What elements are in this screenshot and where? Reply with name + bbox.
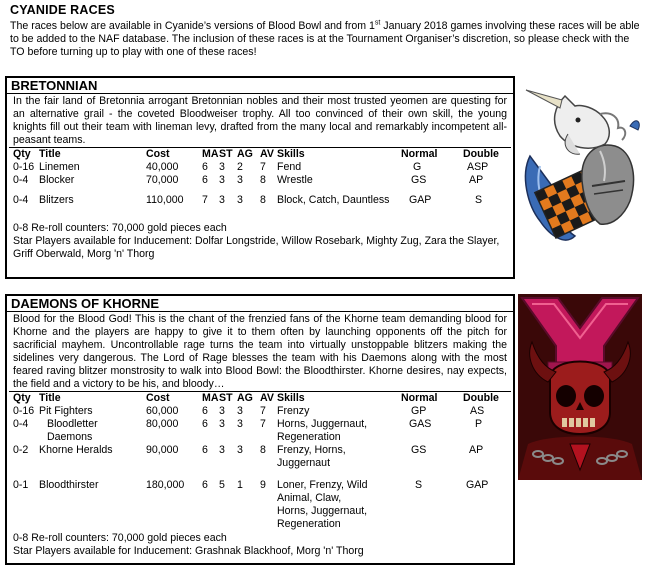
skills-cell: Frenzy [277,405,310,417]
av-cell: 8 [260,444,266,456]
ag-cell: 3 [237,405,243,417]
ag-cell: 3 [237,418,243,430]
normal-cell: G [413,161,422,173]
double-cell: AP [469,444,484,456]
bretonnian-section [5,76,515,279]
title-cell: Pit Fighters [39,405,93,417]
ag-cell: 3 [237,194,243,206]
col-skills: Skills [277,392,305,404]
khorne-description: Blood for the Blood God! This is the chant of the frenzied fans of the Khorne team demanding blood for Khorne and the players are happy to give it to them often by launching opponents off the pitch for sacrificial mayhem. Uncontrollable rage turns the team into virtually unstoppable blitzers making the sidelines very dangerous. The Lord of Rage blesses the team with his Daemons along with the most feared raving blitzer monstrosity to walk into Blood Bowl: the Bloodthirster. Khorne desires, nay expects, the field and a victory to be his, and bloody… [13,313,507,390]
table-row [13,174,508,187]
bretonnian-unicorn-icon [520,86,644,254]
ma-cell: 6 [202,479,208,491]
st-cell: 3 [219,444,225,456]
av-cell: 7 [260,161,266,173]
double-cell: GAP [466,479,489,491]
st-cell: 3 [219,174,225,186]
intro-text: The races below are available in Cyanide’s versions of Blood Bowl and from 1st January 2018 games involving these races will be able to be added to the NAF database. The inclusion of these races is at the Tournament Organiser’s discretion, so please check with the TO before turning up to play with one of these races! [10,19,640,58]
col-st: ST [219,148,233,160]
bretonnian-rerolls: 0-8 Re-roll counters: 70,000 gold pieces each [13,222,227,234]
av-cell: 7 [260,405,266,417]
ma-cell: 6 [202,161,208,173]
skills-cell: Frenzy, Horns, Juggernaut [277,444,346,469]
col-ag: AG [237,392,253,404]
bretonnian-roster-table [13,148,508,214]
col-cost: Cost [146,392,170,404]
title-cell: Bloodthirster [39,479,99,491]
skills-cell: Fend [277,161,302,173]
title-cell: Linemen [39,161,80,173]
cost-cell: 40,000 [146,161,179,173]
table-header-row [13,392,508,405]
col-ma: MA [202,392,219,404]
double-cell: ASP [467,161,489,173]
col-cost: Cost [146,148,170,160]
cost-cell: 80,000 [146,418,179,430]
ma-cell: 6 [202,174,208,186]
normal-cell: GP [411,405,427,417]
ag-cell: 3 [237,174,243,186]
khorne-star-players: Star Players available for Inducement: Grashnak Blackhoof, Morg 'n' Thorg [13,545,364,557]
skills-cell: Horns, Juggernaut, Regeneration [277,418,368,443]
col-qty: Qty [13,392,31,404]
col-normal: Normal [401,148,438,160]
khorne-roster-table [13,392,508,531]
col-double: Double [463,392,499,404]
col-st: ST [219,392,233,404]
qty-cell: 0-4 [13,174,29,186]
khorne-heading: DAEMONS OF KHORNE [7,296,513,312]
skills-cell: Block, Catch, Dauntless [277,194,390,206]
st-cell: 3 [219,418,225,430]
normal-cell: GS [411,174,427,186]
title-cell: Khorne Heralds [39,444,113,456]
page-title: CYANIDE RACES [10,3,115,17]
qty-cell: 0-1 [13,479,29,491]
av-cell: 7 [260,418,266,430]
cost-cell: 70,000 [146,174,179,186]
ma-cell: 6 [202,444,208,456]
st-cell: 3 [219,161,225,173]
skills-cell: Loner, Frenzy, Wild Animal, Claw, Horns, Juggernaut, Regeneration [277,479,368,530]
double-cell: AS [470,405,485,417]
st-cell: 5 [219,479,225,491]
bretonnian-description: In the fair land of Bretonnia arrogant Bretonnian nobles and their most trusted yeomen are questing for an alternative grail - the coveted Bloodweiser trophy. All too convinced of their own skill, the young knights fill out their team with lineman levy, drafted from the many local and remarkably incompetent all-peasant teams. [13,95,507,146]
col-av: AV [260,392,274,404]
col-double: Double [463,148,499,160]
table-row [13,161,508,174]
table-row [13,470,508,531]
col-av: AV [260,148,274,160]
qty-cell: 0-2 [13,444,29,456]
col-skills: Skills [277,148,305,160]
col-normal: Normal [401,392,438,404]
double-cell: P [475,418,483,430]
double-cell: AP [469,174,484,186]
normal-cell: GAS [409,418,432,430]
ma-cell: 6 [202,418,208,430]
table-row [13,187,508,214]
table-row [13,444,508,470]
skills-cell: Wrestle [277,174,313,186]
col-ag: AG [237,148,253,160]
cost-cell: 180,000 [146,479,185,491]
col-title: Title [39,392,61,404]
double-cell: S [475,194,483,206]
qty-cell: 0-4 [13,194,29,206]
qty-cell: 0-16 [13,405,35,417]
av-cell: 8 [260,174,266,186]
ag-cell: 3 [237,444,243,456]
col-ma: MA [202,148,219,160]
bretonnian-heading: BRETONNIAN [7,78,513,94]
normal-cell: S [415,479,423,491]
normal-cell: GS [411,444,427,456]
qty-cell: 0-4 [13,418,29,430]
av-cell: 9 [260,479,266,491]
st-cell: 3 [219,194,225,206]
title-cell: Blocker [39,174,75,186]
ma-cell: 6 [202,405,208,417]
khorne-skull-icon [518,294,642,480]
qty-cell: 0-16 [13,161,35,173]
khorne-section [5,294,515,565]
av-cell: 8 [260,194,266,206]
khorne-rerolls: 0-8 Re-roll counters: 70,000 gold pieces each [13,532,227,544]
ag-cell: 1 [237,479,243,491]
st-cell: 3 [219,405,225,417]
normal-cell: GAP [409,194,432,206]
cost-cell: 60,000 [146,405,179,417]
title-cell: Bloodletter Daemons [47,418,98,443]
cost-cell: 110,000 [146,194,184,206]
col-title: Title [39,148,61,160]
ag-cell: 2 [237,161,243,173]
ma-cell: 7 [202,194,208,206]
cost-cell: 90,000 [146,444,179,456]
table-row [13,418,508,444]
table-row [13,405,508,418]
table-header-row [13,148,508,161]
bretonnian-star-players: Star Players available for Inducement: Dolfar Longstride, Willow Rosebark, Mighty Zug, Zara the Slayer, Griff Oberwald, Morg 'n' Thorg [13,235,500,260]
col-qty: Qty [13,148,31,160]
title-cell: Blitzers [39,194,74,206]
